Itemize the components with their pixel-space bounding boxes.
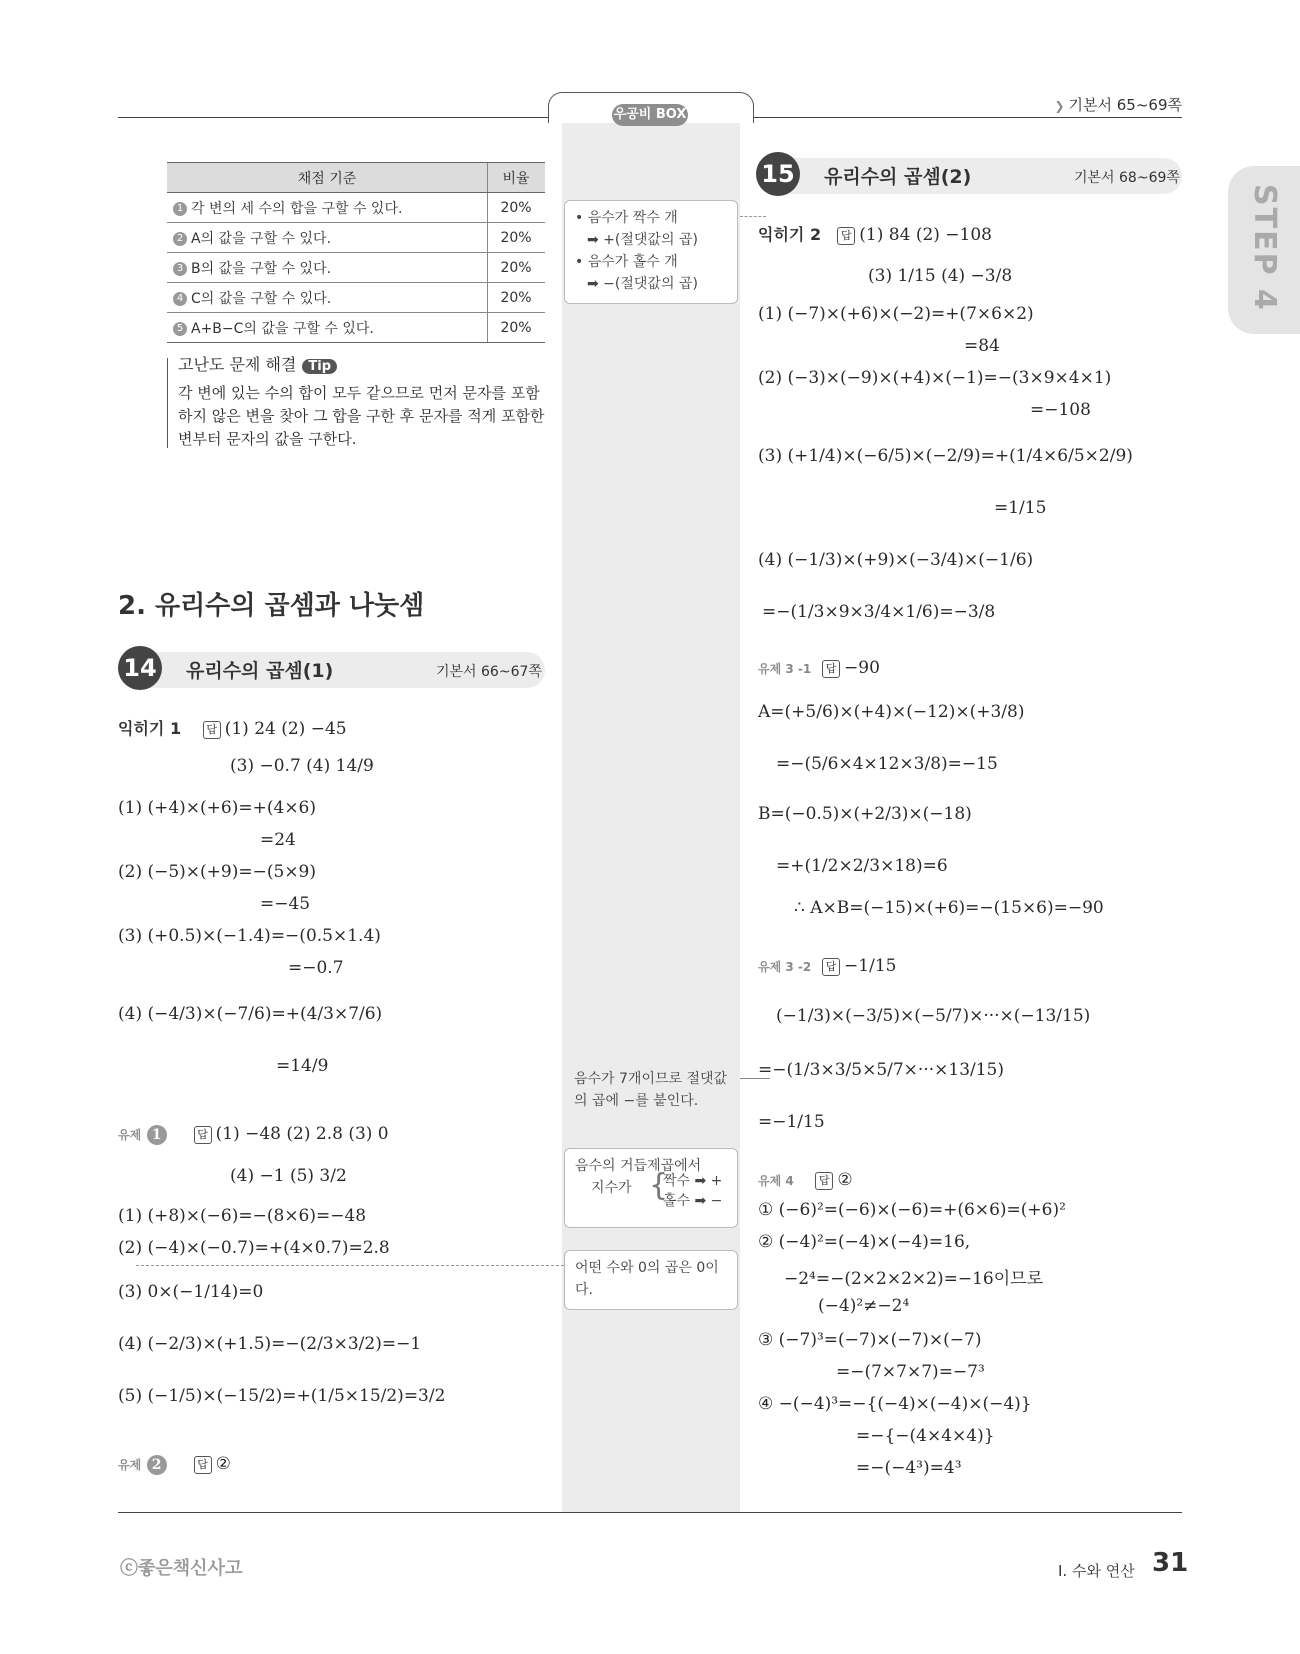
header-rule-left: [118, 117, 550, 118]
tip-body: 각 변에 있는 수의 합이 모두 같으므로 먼저 문자를 포함하지 않은 변을 찾아 그 합을 구한 후 문자를 적게 포함한 변부터 문자의 값을 구한다.: [178, 384, 545, 448]
yu2-answer: 유제 2 답 ②: [118, 1454, 231, 1474]
solution-line: (1) (+4)×(+6)=+(4×6): [118, 798, 317, 818]
y31-answer: 유제 3 -1 답 −90: [758, 658, 880, 678]
solution-line: ③ (−7)³=(−7)×(−7)×(−7): [758, 1330, 982, 1350]
solution-line: (1) (−7)×(+6)×(−2)=+(7×6×2): [758, 304, 1034, 324]
solution-line: =−(1/3×9×3/4×1/6)=−3/8: [762, 602, 996, 622]
footer-rule: [118, 1512, 1182, 1513]
solution-line: (−4)²≠−2⁴: [818, 1296, 910, 1316]
table-row: 2 A의 값을 구할 수 있다. 20%: [167, 223, 545, 253]
solution-line: (2) (−3)×(−9)×(+4)×(−1)=−(3×9×4×1): [758, 368, 1112, 388]
solution-line: B=(−0.5)×(+2/3)×(−18): [758, 804, 972, 824]
ik2-answer-row2: (3) 1/15 (4) −3/8: [868, 266, 1013, 286]
table-row: 5 A+B−C의 값을 구할 수 있다. 20%: [167, 313, 545, 343]
solution-line: (3) 0×(−1/14)=0: [118, 1282, 264, 1302]
sec14-number: 14: [118, 646, 162, 690]
solution-line: A=(+5/6)×(+4)×(−12)×(+3/8): [758, 702, 1025, 722]
solution-line: =−(7×7×7)=−7³: [836, 1362, 985, 1382]
solution-line: (4) (−1/3)×(+9)×(−3/4)×(−1/6): [758, 550, 1034, 570]
yu1-answer-row2: (4) −1 (5) 3/2: [230, 1166, 347, 1186]
table-header: 채점 기준: [167, 163, 488, 193]
solution-line: (3) (+0.5)×(−1.4)=−(0.5×1.4): [118, 926, 381, 946]
chapter-label: Ⅰ. 수와 연산: [1058, 1562, 1135, 1580]
note-power-rule: 음수의 거듭제곱에서 지수가 { 짝수 ➡ + 홀수 ➡ −: [564, 1148, 738, 1228]
note-leader: [136, 1265, 564, 1266]
box-label: 우공비 BOX: [612, 104, 688, 126]
note-seven-negatives: 음수가 7개이므로 절댓값의 곱에 −를 붙인다.: [574, 1071, 728, 1109]
tip-title: 고난도 문제 해결 Tip: [178, 352, 337, 375]
table-row: 4 C의 값을 구할 수 있다. 20%: [167, 283, 545, 313]
table-row: 3 B의 값을 구할 수 있다. 20%: [167, 253, 545, 283]
solution-line: (2) (−5)×(+9)=−(5×9): [118, 862, 317, 882]
sec15-number: 15: [756, 152, 800, 196]
solution-line: (5) (−1/5)×(−15/2)=+(1/5×15/2)=3/2: [118, 1386, 446, 1406]
solution-line: (1) (+8)×(−6)=−(8×6)=−48: [118, 1206, 367, 1226]
y4-answer: 유제 4 답 ②: [758, 1170, 853, 1190]
solution-line: (2) (−4)×(−0.7)=+(4×0.7)=2.8: [118, 1238, 390, 1258]
note-zero-product: 어떤 수와 0의 곱은 0이다.: [564, 1250, 738, 1310]
solution-line: =−{−(4×4×4)}: [856, 1426, 995, 1446]
page-reference: ❯ 기본서 65~69쪽: [1054, 94, 1182, 115]
tip-badge: Tip: [302, 359, 337, 374]
publisher-logo: ⓒ좋은책신사고: [120, 1558, 243, 1579]
solution-line: (4) (−4/3)×(−7/6)=+(4/3×7/6): [118, 1004, 383, 1024]
solution-line: =−108: [1030, 400, 1091, 420]
solution-line: =−(1/3×3/5×5/7×···×13/15): [758, 1060, 1005, 1080]
page-number: 31: [1152, 1548, 1189, 1578]
solution-line: =1/15: [994, 498, 1047, 518]
step-label: STEP 4: [1247, 184, 1282, 312]
table-row: 1 각 변의 세 수의 합을 구할 수 있다. 20%: [167, 193, 545, 223]
solution-line: =14/9: [276, 1056, 329, 1076]
solution-line: (3) (+1/4)×(−6/5)×(−2/9)=+(1/4×6/5×2/9): [758, 446, 1133, 466]
solution-line: =−(5/6×4×12×3/8)=−15: [776, 754, 998, 774]
note-sign-rule: • 음수가 짝수 개 ➡ +(절댓값의 곱) • 음수가 홀수 개 ➡ −(절댓값의 곱): [564, 200, 738, 304]
yu1-answer-row1: 유제 1 답 (1) −48 (2) 2.8 (3) 0: [118, 1124, 389, 1144]
solution-line: ① (−6)²=(−6)×(−6)=+(6×6)=(+6)²: [758, 1200, 1066, 1220]
solution-line: =−45: [260, 894, 311, 914]
y32-answer: 유제 3 -2 답 −1/15: [758, 956, 897, 976]
sec14-ref: 기본서 66~67쪽: [436, 664, 542, 680]
solution-line: =+(1/2×2/3×18)=6: [776, 856, 948, 876]
solution-line: =−0.7: [288, 958, 344, 978]
solution-line: ∴ A×B=(−15)×(+6)=−(15×6)=−90: [794, 898, 1104, 918]
ik1-answer-row2: (3) −0.7 (4) 14/9: [230, 756, 374, 776]
solution-line: ④ −(−4)³=−{(−4)×(−4)×(−4)}: [758, 1394, 1032, 1414]
sec15-title: 유리수의 곱셈(2): [824, 166, 972, 188]
score-table: [167, 162, 545, 343]
solution-line: =84: [964, 336, 1000, 356]
ik1-answer-row1: 익히기 1 답 (1) 24 (2) −45: [118, 719, 347, 739]
solution-line: ② (−4)²=(−4)×(−4)=16,: [758, 1232, 971, 1252]
section-title: 2. 유리수의 곱셈과 나눗셈: [118, 591, 425, 621]
sec14-title: 유리수의 곱셈(1): [186, 660, 334, 682]
header-rule-right: [752, 117, 1182, 118]
solution-line: =−1/15: [758, 1112, 825, 1132]
solution-line: (−1/3)×(−3/5)×(−5/7)×···×(−13/15): [776, 1006, 1091, 1026]
ik2-answer-row1: 익히기 2 답 (1) 84 (2) −108: [758, 225, 992, 245]
solution-line: (4) (−2/3)×(+1.5)=−(2/3×3/2)=−1: [118, 1334, 422, 1354]
solution-line: −2⁴=−(2×2×2×2)=−16이므로: [784, 1269, 1044, 1289]
sec15-ref: 기본서 68~69쪽: [1074, 170, 1180, 186]
note-leader: [740, 216, 766, 217]
solution-line: =24: [260, 830, 296, 850]
solution-line: =−(−4³)=4³: [856, 1458, 962, 1478]
table-header: 비율: [488, 163, 546, 193]
